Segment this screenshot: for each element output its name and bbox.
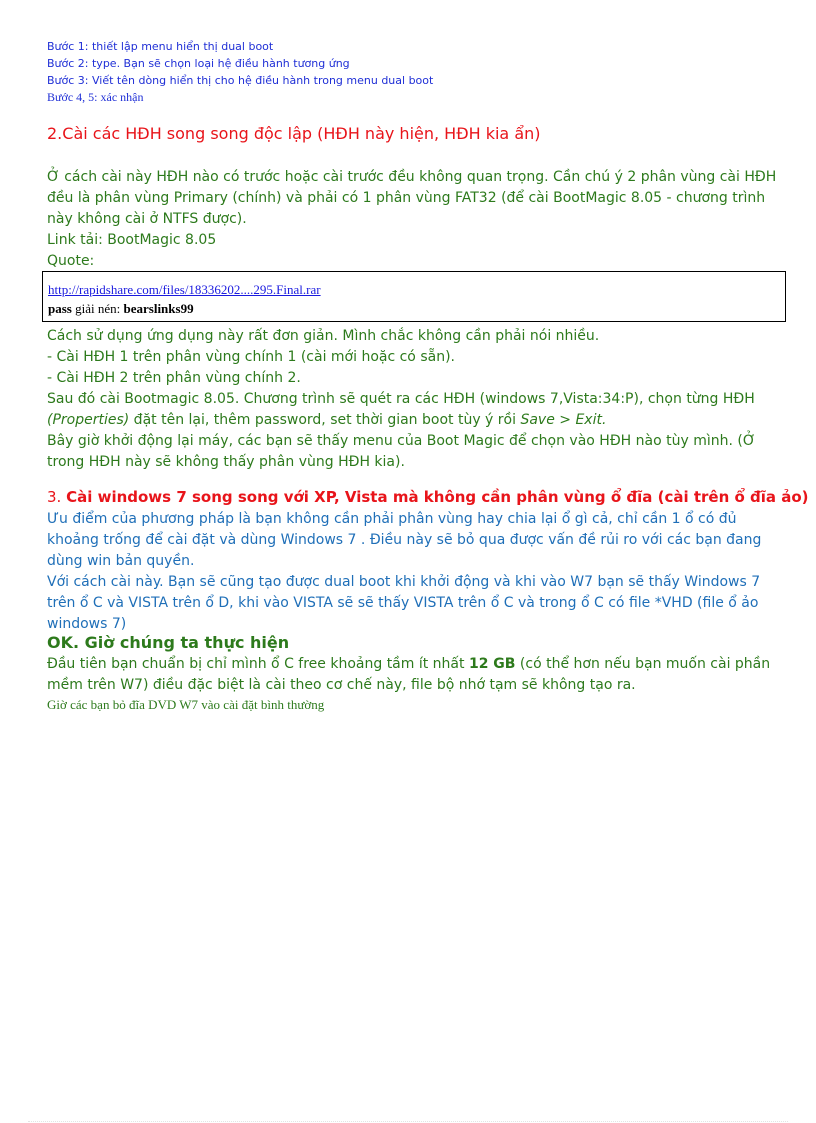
p5-properties: (Properties) — [47, 412, 130, 428]
page-bottom-divider — [28, 1121, 788, 1122]
section-3-number: 3. — [47, 488, 67, 506]
section-3-paragraph-4: Giờ các bạn bỏ đĩa DVD W7 vào cài đặt bình thường — [47, 697, 325, 712]
section-2-body — [47, 326, 792, 473]
ok-heading: OK. Giờ chúng ta thực hiện — [47, 633, 290, 652]
section-2-heading: 2.Cài các HĐH song song độc lập (HĐH này hiện, HĐH kia ẩn) — [47, 124, 541, 143]
section-2-paragraph-1: Ở cách cài này HĐH nào có trước hoặc cài trước đều không quan trọng. Cần chú ý 2 phân vùng cài HĐH đều là phân vùng Primary (chính) và phải có 1 phân vùng FAT32 (để cài BootMagic 8.05 - chương trình này không cài ở NTFS được). — [47, 169, 777, 227]
section-3-body — [47, 509, 792, 635]
p5-text-a: Sau đó cài Bootmagic 8.05. Chương trình sẽ quét ra các HĐH (windows 7,Vista:34:P), chọn từng HĐH — [47, 391, 755, 407]
section-3-paragraph-2: Với cách cài này. Bạn sẽ cũng tạo được dual boot khi khởi động và khi vào W7 bạn sẽ thấy Windows 7 trên ổ C và VISTA trên ổ D, khi vào VISTA sẽ sẽ thấy VISTA trên ổ C và trong ổ C có file *VHD (file ổ ảo windows 7) — [47, 574, 761, 632]
section-2-intro — [47, 167, 787, 272]
p5-save-exit: Save > Exit. — [520, 412, 607, 428]
step-list — [47, 38, 433, 106]
step-1: Bước 1: thiết lập menu hiển thị dual boot — [47, 40, 274, 53]
section-3-paragraph-3 — [47, 654, 792, 696]
quote-box — [42, 271, 786, 322]
p3-text-a: Đầu tiên bạn chuẩn bị chỉ mình ổ C free khoảng tầm ít nhất — [47, 656, 469, 672]
section-2-paragraph-6: Bây giờ khởi động lại máy, các bạn sẽ thấy menu của Boot Magic để chọn vào HĐH nào tùy mình. (Ở trong HĐH này sẽ không thấy phân vùng HĐH kia). — [47, 433, 756, 470]
section-2-paragraph-3: - Cài HĐH 1 trên phân vùng chính 1 (cài mới hoặc có sẵn). — [47, 349, 455, 365]
password-value: bearslinks99 — [123, 301, 194, 316]
p5-text-c: đặt tên lại, thêm password, set thời gian boot tùy ý rồi — [129, 412, 521, 428]
section-2-paragraph-5 — [47, 389, 792, 431]
download-link-label: Link tải: BootMagic 8.05 — [47, 232, 217, 248]
step-3: Bước 3: Viết tên dòng hiển thị cho hệ điều hành trong menu dual boot — [47, 74, 434, 87]
section-3-title: Cài windows 7 song song với XP, Vista mà không cần phân vùng ổ đĩa (cài trên ổ đĩa ảo) — [66, 488, 809, 506]
section-3-heading — [47, 488, 809, 506]
password-line — [48, 301, 194, 317]
quote-label: Quote: — [47, 253, 95, 269]
step-4-5: Bước 4, 5: xác nhận — [47, 90, 144, 104]
section-3-paragraph-1: Ưu điểm của phương pháp là bạn không cần phải phân vùng hay chia lại ổ gì cả, chỉ cần 1 ổ có đủ khoảng trống để cài đặt và dùng Windows 7 . Điều này sẽ bỏ qua được vấn đề rủi ro với các bạn đang dùng win bản quyền. — [47, 511, 762, 569]
download-link[interactable]: http://rapidshare.com/files/18336202....295.Final.rar — [48, 282, 321, 297]
p3-text-c: (có thể hơn nếu bạn muốn cài phần mềm trên W7) điều đặc biệt là cài theo cơ chế này, file bộ nhớ tạm sẽ không tạo ra. — [47, 656, 771, 693]
password-prefix: pass — [48, 301, 72, 316]
section-2-paragraph-2: Cách sử dụng ứng dụng này rất đơn giản. Mình chắc không cần phải nói nhiều. — [47, 328, 600, 344]
section-2-paragraph-4: - Cài HĐH 2 trên phân vùng chính 2. — [47, 370, 301, 386]
password-mid: giải nén: — [71, 301, 124, 316]
section-3-instructions — [47, 654, 792, 696]
p3-size: 12 GB — [468, 656, 516, 672]
step-2: Bước 2: type. Bạn sẽ chọn loại hệ điều hành tương ứng — [47, 57, 350, 70]
